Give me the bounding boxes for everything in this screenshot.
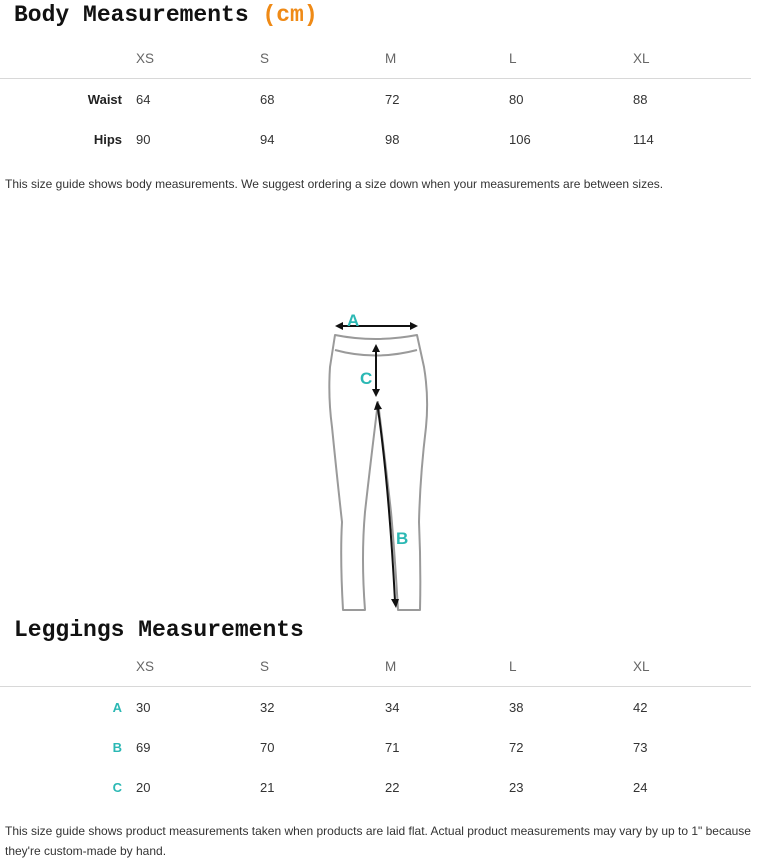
table-cell: 98 bbox=[385, 132, 400, 147]
table-cell: 24 bbox=[633, 780, 648, 795]
body-measurements-heading bbox=[14, 2, 318, 28]
table-row bbox=[0, 767, 751, 807]
table-cell: 72 bbox=[509, 740, 524, 755]
table-cell: 32 bbox=[260, 700, 275, 715]
table-cell: 64 bbox=[136, 92, 151, 107]
body-size-note: This size guide shows body measurements. We suggest ordering a size down when your measurements are between sizes. bbox=[5, 177, 664, 191]
size-header: M bbox=[385, 51, 397, 66]
table-cell: 106 bbox=[509, 132, 531, 147]
row-label-c: C bbox=[112, 780, 122, 795]
table-cell: 22 bbox=[385, 780, 400, 795]
size-header: S bbox=[260, 659, 270, 674]
table-cell: 88 bbox=[633, 92, 648, 107]
size-header: L bbox=[509, 51, 517, 66]
table-cell: 38 bbox=[509, 700, 524, 715]
label-b: B bbox=[396, 529, 409, 548]
table-cell: 94 bbox=[260, 132, 275, 147]
size-header: XS bbox=[136, 51, 155, 66]
table-cell: 42 bbox=[633, 700, 648, 715]
table-header-row bbox=[0, 40, 751, 79]
leggings-diagram bbox=[325, 307, 435, 617]
table-cell: 69 bbox=[136, 740, 151, 755]
unit-label: (cm) bbox=[262, 2, 318, 28]
row-label-a: A bbox=[112, 700, 122, 715]
leggings-size-note: This size guide shows product measurements taken when products are laid flat. Actual product measurements may vary by up to 1" because they're custom-made by hand. bbox=[5, 824, 751, 858]
row-label-hips: Hips bbox=[93, 132, 122, 147]
table-cell: 68 bbox=[260, 92, 275, 107]
table-cell: 71 bbox=[385, 740, 400, 755]
table-cell: 72 bbox=[385, 92, 400, 107]
leggings-outline bbox=[329, 335, 427, 610]
table-cell: 20 bbox=[136, 780, 151, 795]
table-cell: 30 bbox=[136, 700, 151, 715]
table-cell: 21 bbox=[260, 780, 275, 795]
table-cell: 34 bbox=[385, 700, 400, 715]
size-header: M bbox=[385, 659, 397, 674]
table-cell: 73 bbox=[633, 740, 648, 755]
size-header: XL bbox=[633, 659, 650, 674]
table-header-row bbox=[0, 648, 751, 687]
table-row bbox=[0, 687, 751, 727]
table-row bbox=[0, 727, 751, 767]
leggings-measurements-table bbox=[0, 648, 751, 807]
table-cell: 23 bbox=[509, 780, 524, 795]
row-label-waist: Waist bbox=[87, 92, 122, 107]
size-header: S bbox=[260, 51, 270, 66]
body-measurements-table bbox=[0, 40, 751, 159]
label-c: C bbox=[360, 369, 373, 388]
measure-arrow-c bbox=[372, 344, 380, 397]
table-cell: 70 bbox=[260, 740, 275, 755]
size-header: L bbox=[509, 659, 517, 674]
body-heading-title: Body Measurements bbox=[14, 2, 249, 28]
table-cell: 80 bbox=[509, 92, 524, 107]
table-row bbox=[0, 79, 751, 119]
row-label-b: B bbox=[112, 740, 122, 755]
size-header: XS bbox=[136, 659, 155, 674]
table-row bbox=[0, 119, 751, 159]
size-header: XL bbox=[633, 51, 650, 66]
table-cell: 90 bbox=[136, 132, 151, 147]
label-a: A bbox=[347, 311, 360, 330]
leggings-measurements-heading: Leggings Measurements bbox=[14, 617, 304, 643]
table-cell: 114 bbox=[633, 132, 654, 147]
